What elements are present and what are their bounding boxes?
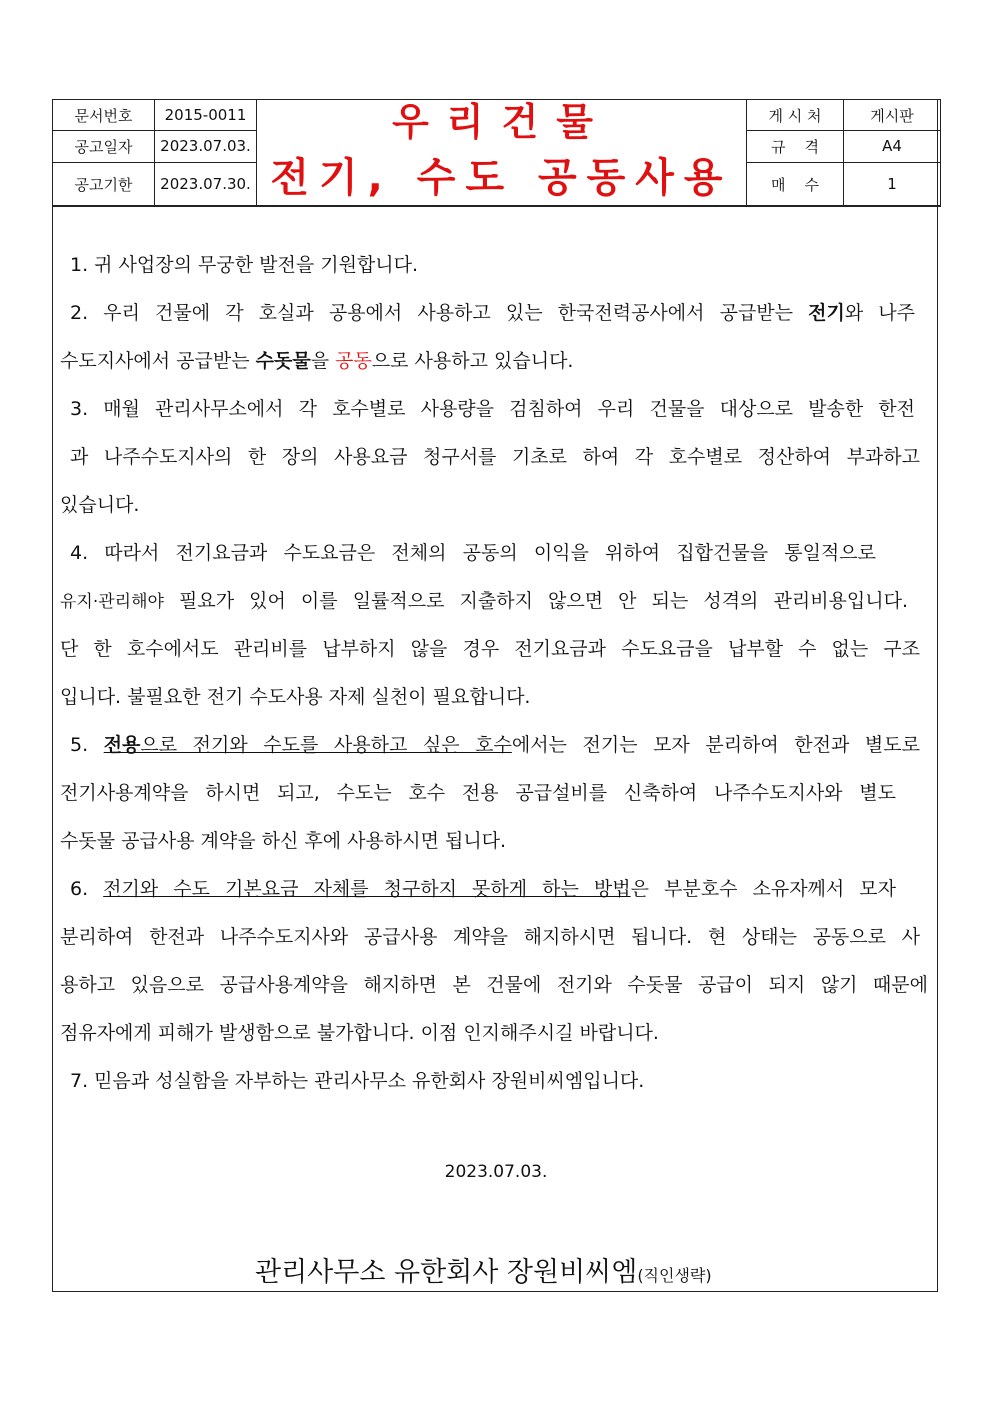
text: 와 나주 (844, 302, 916, 324)
paragraph-3-line-2: 과 나주수도지사의 한 장의 사용요금 청구서를 기초로 하여 각 호수별로 정산하여 부과하고 (70, 446, 920, 468)
text: 유지·관리해야 (60, 592, 164, 612)
paragraph-1: 1. 귀 사업장의 무궁한 발전을 기원합니다. (70, 254, 419, 276)
notice-date-label: 공고일자 (53, 131, 155, 162)
notice-date-value: 2023.07.03. (155, 131, 257, 162)
copies-value: 1 (844, 162, 941, 206)
doc-no-value: 2015-0011 (155, 100, 257, 131)
paragraph-5-line-2: 전기사용계약을 하시면 되고, 수도는 호수 전용 공급설비를 신축하여 나주수도지사와 별도 (60, 782, 896, 804)
paragraph-3-line-1: 3. 매월 관리사무소에서 각 호수별로 사용량을 검침하여 우리 건물을 대상으로 발송한 한전 (70, 398, 915, 420)
title-line-2: 전기, 수도 공동사용 (270, 155, 733, 201)
paragraph-2-line-2 (60, 346, 573, 373)
paragraph-5-line-1 (70, 730, 920, 757)
text: 은 부분호수 소유자께서 모자 (630, 878, 897, 900)
text: 필요가 있어 이를 일률적으로 지출하지 않으면 안 되는 성격의 관리비용입니다. (163, 590, 908, 612)
post-place-value: 게시판 (844, 100, 941, 131)
deadline-value: 2023.07.30. (155, 162, 257, 206)
paragraph-4-line-2 (60, 586, 908, 613)
bold-water: 수돗물 (255, 350, 311, 372)
paragraph-6-line-3: 용하고 있음으로 공급사용계약을 해지하면 본 건물에 전기와 수돗물 공급이 되지 않기 때문에 (60, 974, 928, 996)
text: 수도지사에서 공급받는 (60, 350, 256, 372)
title-line-1: 우리건물 (392, 100, 611, 144)
paragraph-3-line-3: 있습니다. (60, 494, 140, 516)
text: 으로 사용하고 있습니다. (371, 350, 574, 372)
signature (255, 1250, 712, 1289)
copies-label: 매 수 (747, 162, 844, 206)
paragraph-7: 7. 믿음과 성실함을 자부하는 관리사무소 유한회사 장원비씨엠입니다. (70, 1070, 645, 1092)
paragraph-5-line-3: 수돗물 공급사용 계약을 하신 후에 사용하시면 됩니다. (60, 830, 507, 852)
header-separator (52, 205, 940, 206)
red-common: 공동 (335, 350, 372, 372)
notice-title (257, 100, 747, 207)
paragraph-6-line-1 (70, 874, 896, 901)
text: 을 (310, 350, 336, 372)
text: 전기와 수도 기본요금 자체를 청구하지 못하게 하는 방법 (103, 878, 631, 900)
paragraph-4-line-4: 입니다. 불필요한 전기 수도사용 자제 실천이 필요합니다. (60, 686, 531, 708)
text: 에서는 전기는 모자 분리하여 한전과 별도로 (511, 734, 920, 756)
paragraph-4-line-1: 4. 따라서 전기요금과 수도요금은 전체의 공동의 이익을 위하여 집합건물을 통일적으로 (70, 542, 876, 564)
size-label: 규 격 (747, 131, 844, 162)
text: 으로 전기와 수도를 사용하고 싶은 호수 (140, 734, 512, 756)
text: 5. (70, 734, 104, 756)
bold-exclusive: 전용 (103, 734, 141, 756)
paragraph-6-line-2: 분리하여 한전과 나주수도지사와 공급사용 계약을 해지하시면 됩니다. 현 상태는 공동으로 사 (60, 926, 920, 948)
text: 6. (70, 878, 104, 900)
paragraph-2-line-1 (70, 298, 915, 325)
header-table (52, 99, 941, 207)
deadline-label: 공고기한 (53, 162, 155, 206)
bold-electric: 전기 (808, 302, 845, 324)
size-value: A4 (844, 131, 941, 162)
post-place-label: 게 시 처 (747, 100, 844, 131)
doc-no-label: 문서번호 (53, 100, 155, 131)
paragraph-4-line-3: 단 한 호수에서도 관리비를 납부하지 않을 경우 전기요금과 수도요금을 납부할 수 없는 구조 (60, 638, 920, 660)
signature-text: 관리사무소 유한회사 장원비씨엠 (255, 1257, 638, 1288)
issue-date: 2023.07.03. (444, 1162, 548, 1182)
paragraph-6-line-4: 점유자에게 피해가 발생함으로 불가합니다. 이점 인지해주시길 바랍니다. (60, 1022, 659, 1044)
seal-note: (직인생략) (637, 1266, 712, 1285)
text: 2. 우리 건물에 각 호실과 공용에서 사용하고 있는 한국전력공사에서 공급받는 (70, 302, 809, 324)
